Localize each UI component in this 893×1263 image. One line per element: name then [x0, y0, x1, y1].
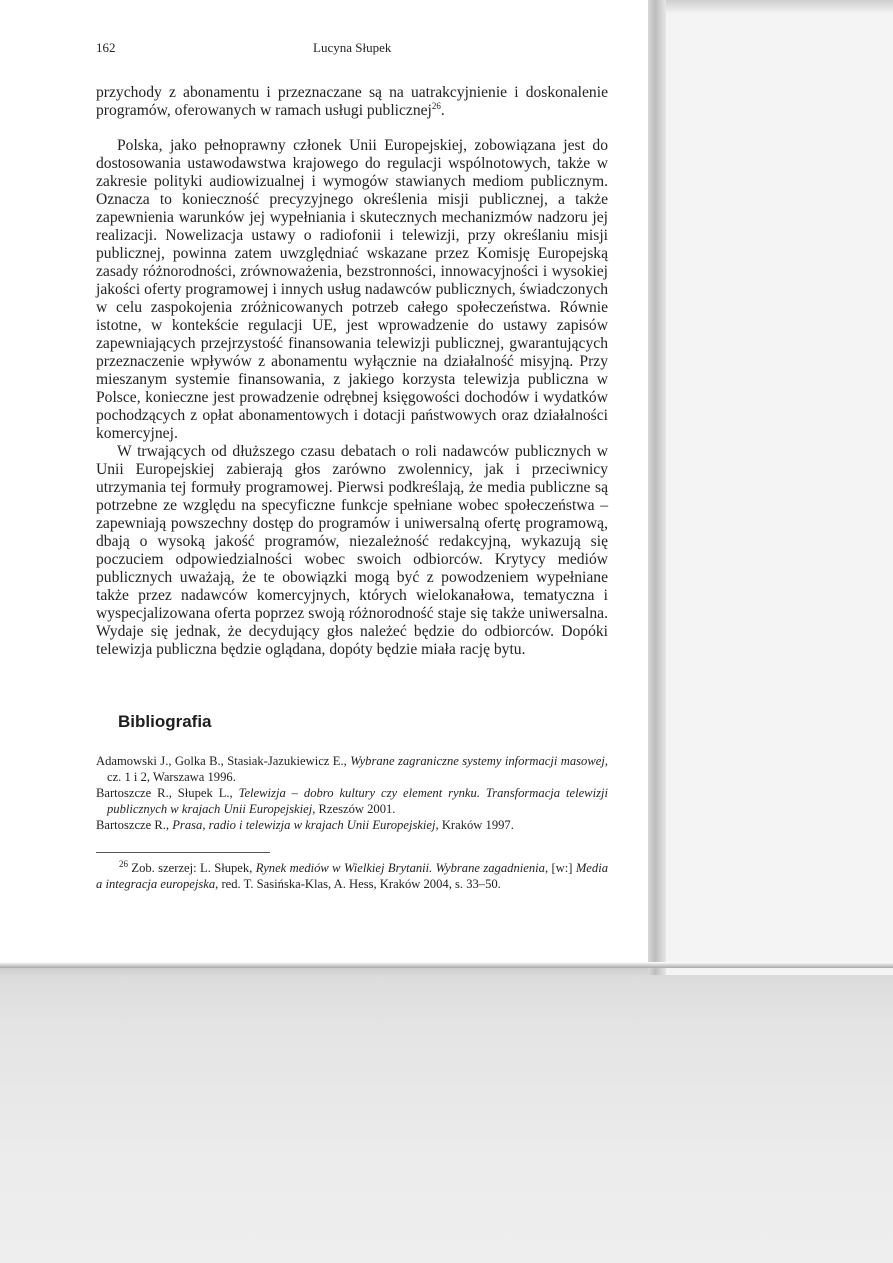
page-number: 162 — [96, 40, 116, 55]
page-edge-shadow — [648, 0, 666, 975]
bib-title: Wybrane zagraniczne systemy informacji masowej — [350, 754, 605, 768]
page-bottom-edge — [0, 962, 893, 968]
bib-authors: Bartoszcze R., Słupek L., — [96, 786, 239, 800]
scan-background-right — [664, 0, 893, 975]
bibliography-entry — [96, 785, 608, 817]
footnote-ref-26[interactable]: 26 — [431, 100, 441, 111]
footnote-collection: Media a integracja europejska — [96, 861, 608, 891]
bibliography-entry — [96, 817, 608, 833]
footnote-title: Rynek mediów w Wielkiej Brytanii. Wybrane zagadnienia — [255, 861, 545, 875]
footnote-number: 26 — [119, 858, 128, 869]
paragraph-2: Polska, jako pełnoprawny członek Unii Europejskiej, zobowiązana jest do dostosowania ustawodawstwa krajowego do regulacji wspólnotowych, także w zakresie polityki audiowizualnej i wymogów stawianych mediom publicznym. Oznacza to konieczność precyzyjnego określenia misji publicznej, a także zapewnienia warunków jej wypełniania i skutecznych mechanizmów nadzoru jej realizacji. Nowelizacja ustawy o radiofonii i telewizji, przy określaniu misji publicznej, powinna zatem uwzględniać wskazane przez Komisję Europejską zasady różnorodności, zrównoważenia, bezstronności, innowacyjności i wysokiej jakości oferty programowej i innych usług nadawców publicznych, świadczonych w celu zaspokojenia zróżnicowanych potrzeb całego społeczeństwa. Równie istotne, w kontekście regulacji UE, jest wprowadzenie do ustawy zapisów zapewniających przejrzystość finansowania telewizji publicznej, gwarantujących przeznaczenie wpływów z abonamentu wyłącznie na działalność misyjną. Przy mieszanym systemie finansowania, z jakiego korzysta telewizja publiczna w Polsce, konieczne jest prowadzenie odrębnej księgowości dochodów i wydatków pochodzących z opłat abonamentowych i dotacji państwowych oraz działalności komercyjnej. — [96, 137, 608, 442]
bibliography-list — [96, 753, 608, 833]
paragraph-1-text: przychody z abonamentu i przeznaczane są na uatrakcyjnienie i doskonalenie programów, oferowanych w ramach usługi publicznej — [96, 84, 608, 119]
scan-shadow-top-right — [648, 0, 893, 14]
bib-details: , cz. 1 i 2, Warszawa 1996. — [107, 754, 609, 784]
bibliography-entry — [96, 753, 608, 785]
body-text — [96, 84, 608, 659]
paragraph-3: W trwających od dłuższego czasu debatach o roli nadawców publicznych w Unii Europejskiej zabierają głos zarówno zwolennicy, jak i przeciwnicy utrzymania tej formuły programowej. Pierwsi podkreślają, że media publiczne są potrzebne ze względu na specyficzne funkcje spełniane wobec społeczeństwa – zapewniają powszechny dostęp do programów i uniwersalną ofertę programową, dbają o wysoką jakość programów, niezależność redakcyjną, wykazują się poczuciem odpowiedzialności wobec swoich odbiorców. Krytycy mediów publicznych uważają, że te obowiązki mogą być z powodzeniem wypełniane także przez nadawców komercyjnych, których wielokanałowa, tematyczna i wyspecjalizowana oferta poprzez swoją różnorodność staje się także uniwersalna. Wydaje się jednak, że decydujący głos należeć będzie do odbiorców. Dopóki telewizja publiczna będzie oglądana, dopóty będzie miała rację bytu. — [96, 443, 608, 658]
bib-authors: Bartoszcze R., — [96, 818, 173, 832]
footnote-details: , red. T. Sasińska-Klas, A. Hess, Kraków 2004, s. 33–50. — [215, 877, 501, 891]
footnote-text: Zob. szerzej: L. Słupek, — [128, 861, 256, 875]
bibliography-heading: Bibliografia — [118, 712, 212, 731]
bib-title: Prasa, radio i telewizja w krajach Unii Europejskiej — [172, 818, 436, 832]
footnote-in: , [w:] — [544, 861, 576, 875]
footnote-26 — [96, 860, 608, 892]
bib-title: Telewizja – dobro kultury czy element rynku. Transformacja telewizji publicznych w krajach Unii Europejskiej — [107, 786, 608, 816]
scan-background-bottom — [0, 965, 893, 1263]
bib-details: , Rzeszów 2001. — [312, 802, 396, 816]
footnote-divider — [96, 852, 270, 853]
bib-details: , Kraków 1997. — [435, 818, 514, 832]
running-head-author: Lucyna Słupek — [313, 40, 392, 55]
bib-authors: Adamowski J., Golka B., Stasiak-Jazukiewicz E., — [96, 754, 351, 768]
paragraph-1 — [96, 84, 608, 120]
paragraph-1-end: . — [440, 102, 445, 119]
